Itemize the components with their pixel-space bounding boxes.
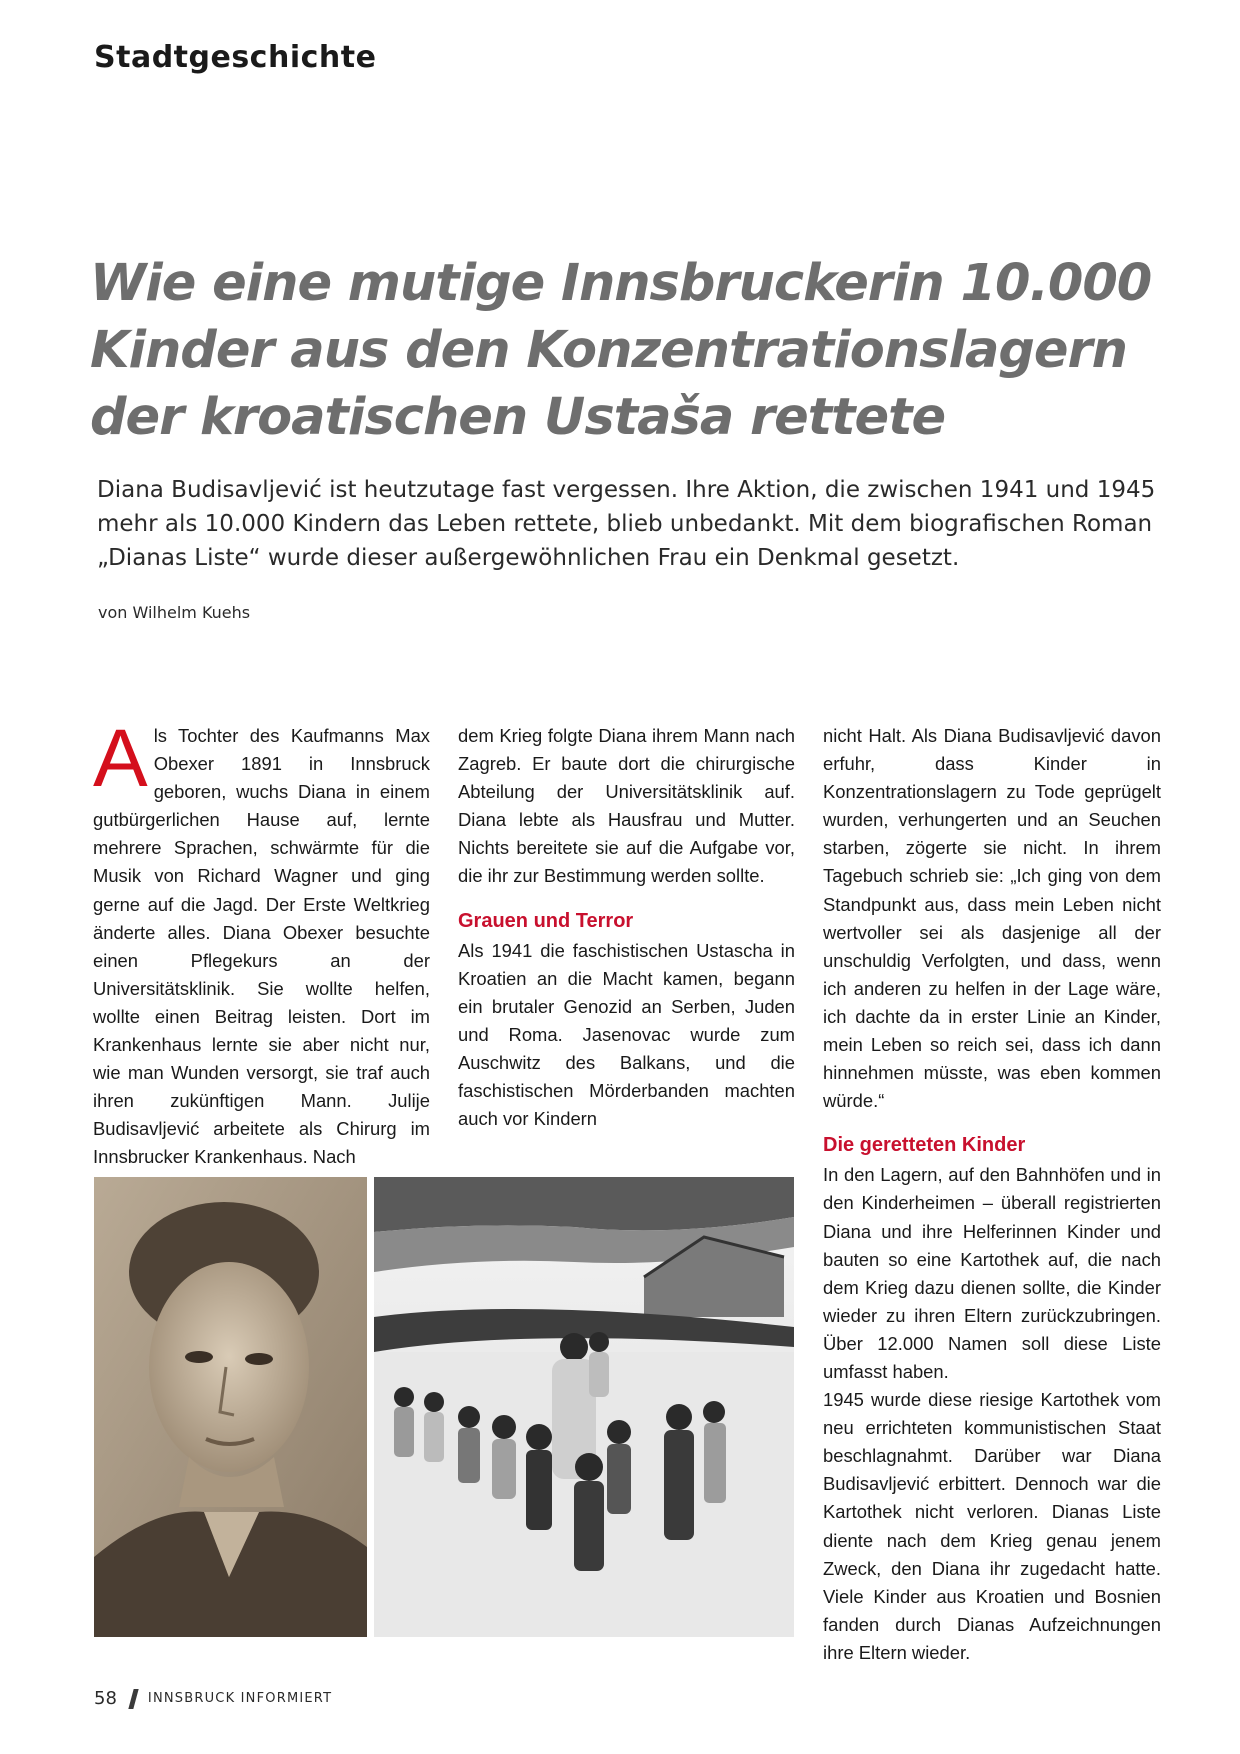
body-paragraph [93,713,430,1172]
body-paragraph: Als 1941 die faschistischen Ustascha in Kroatien an die Macht kamen, begann ein brutaler Genozid an Serben, Juden und Roma. Jasenovac wurde zum Auschwitz des Balkans, und die faschistischen Mörderbanden machten auch vor Kindern [458,939,795,1130]
children-photo [374,1177,794,1637]
body-paragraph: dem Krieg folgte Diana ihrem Mann nach Zagreb. Er baute dort die chirurgische Abteilung der Universitätsklinik auf. Diana lebte als Hausfrau und Mutter. Nichts bereitete sie auf die Aufgabe vor, die ihr zur Bestimmung werden sollte. [458,725,795,887]
body-column-1 [93,713,430,1172]
paragraph-text: ls Tochter des Kaufmanns Max Obexer 1891 in Innsbruck geboren, wuchs Diana in einem gutbürgerlichen Hause auf, lernte mehrere Sprachen, schwärmte für die Musik von Richard Wagner und ging gerne auf die Jagd. Der Erste Weltkrieg änderte alles. Diana Obexer besuchte einen Pflegekurs an der Universitätsklinik. Sie wollte helfen, wollte einen Beitrag leisten. Dort im Krankenhaus lernte sie aber nicht nur, wie man Wunden versorgt, sie traf auch ihren zukünftigen Mann. Julije Budisavljević arbeitete als Chirurg im Innsbrucker Krankenhaus. Nach [93,725,430,1168]
page-footer [94,1688,332,1709]
subheading-die-geretteten-kinder: Die geretteten Kinder [823,1134,1026,1157]
body-column-2 [458,722,795,1133]
article-byline: von Wilhelm Kuehs [98,603,251,622]
slash-separator-icon [128,1689,138,1709]
drop-cap: A [93,713,148,804]
section-label: Stadtgeschichte [94,40,377,75]
portrait-photo [94,1177,367,1637]
article-lead: Diana Budisavljević ist heutzutage fast vergessen. Ihre Aktion, die zwischen 1941 und 1945 mehr als 10.000 Kindern das Leben rettete, blieb unbedankt. Mit dem biografischen Roman „Dianas Liste“ wurde dieser außergewöhnlichen Frau ein Denkmal gesetzt. [97,477,1156,571]
subheading-grauen-und-terror: Grauen und Terror [458,909,634,932]
body-column-3 [823,722,1161,1667]
body-paragraph: In den Lagern, auf den Bahnhöfen und in den Kinderheimen – überall registrierten Diana und ihre Helferinnen Kinder und bauten so eine Kartothek auf, die nach dem Krieg dazu dienen sollte, die Kinder wieder zu ihren Eltern zurückzubringen. Über 12.000 Namen soll diese Liste umfasst haben. [823,1164,1161,1382]
magazine-name: INNSBRUCK INFORMIERT [147,1691,333,1706]
body-paragraph: nicht Halt. Als Diana Budisavljević davon erfuhr, dass Kinder in Konzentrationslagern zu Tode geprügelt wurden, verhungerten und an Seuchen starben, zögerte sie nicht. In ihrem Tagebuch schrieb sie: „Ich ging von dem Standpunkt aus, dass mein Leben nicht wertvoller sei als dasjenige all der unschuldig Verfolgten, und dass, wenn ich anderen zu helfen in der Lage wäre, ich dachte da in erster Linie an Kinder, mein Leben so reich sei, dass ich dann hinnehmen müsste, was eben kommen würde.“ [823,725,1161,1112]
article-headline: Wie eine mutige Innsbruckerin 10.000 Kinder aus den Konzentrationslagern der kroatischen Ustaša rettete [90,254,1152,447]
body-paragraph: 1945 wurde diese riesige Kartothek vom neu errichteten kommunistischen Staat beschlagnahmt. Darüber war Diana Budisavljević erbittert. Dennoch war die Kartothek nicht verloren. Dianas Liste diente nach dem Krieg genau jenem Zweck, den Diana ihr zugedacht hatte. Viele Kinder aus Kroatien und Bosnien fanden durch Dianas Aufzeichnungen ihre Eltern wieder. [823,1389,1161,1663]
page-number: 58 [94,1688,117,1709]
